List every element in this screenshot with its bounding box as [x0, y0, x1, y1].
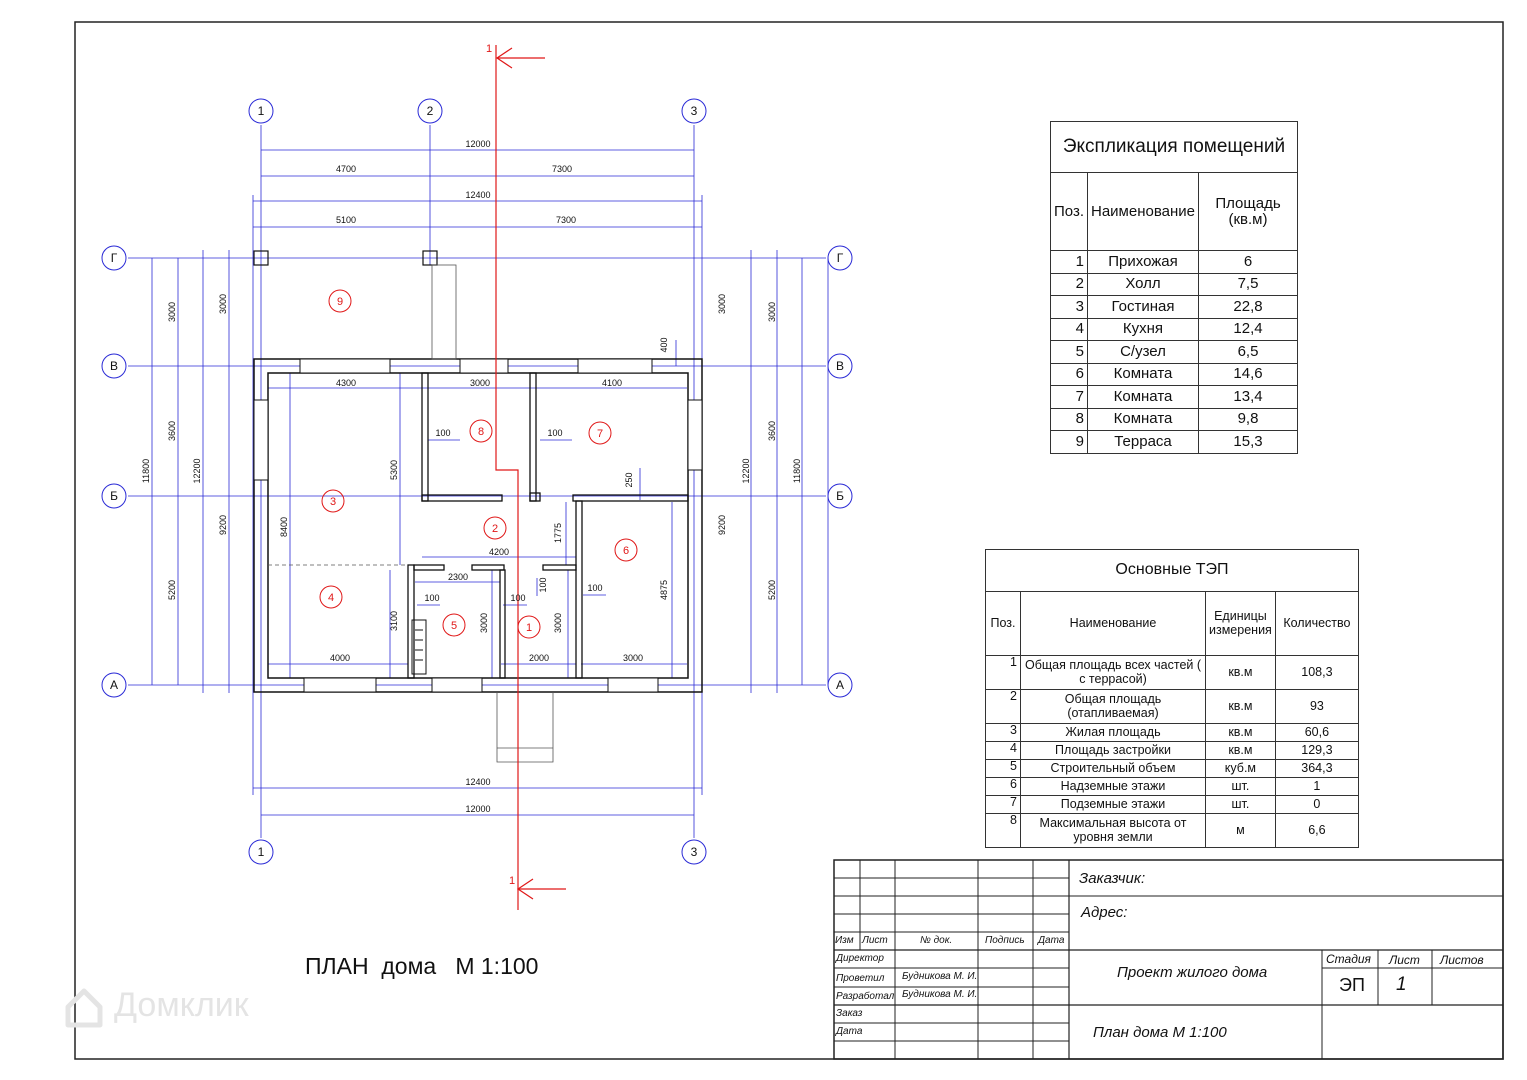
tep-header-qty: Количество — [1275, 592, 1358, 656]
dim-r6-width: 3000 — [622, 653, 644, 663]
explication-row: 6 Комната 14,6 — [1051, 363, 1298, 386]
stamp-sheet-value: 1 — [1396, 974, 1407, 995]
tep-title: Основные ТЭП — [986, 550, 1359, 592]
tep-row: 8 Максимальная высота от уровня земли м 6,6 — [986, 814, 1359, 848]
explication-row: 7 Комната 13,4 — [1051, 386, 1298, 409]
tep-header-name: Наименование — [1021, 592, 1206, 656]
stamp-project: Проект жилого дома — [1117, 964, 1268, 981]
dim-r6-top: 250 — [624, 472, 634, 488]
stamp-col-list: Лист — [862, 935, 888, 946]
dim-top-part-2b: 7300 — [555, 215, 577, 225]
dim-bottom-overall-2: 12000 — [465, 804, 491, 814]
dim-r7-width: 4100 — [601, 378, 623, 388]
tep-table — [985, 549, 1359, 848]
tep-row: 5 Строительный объем куб.м 364,3 — [986, 760, 1359, 778]
house-logo-icon — [62, 985, 106, 1029]
axis-bubbles — [102, 99, 852, 864]
dim-left-part-1: 3000 — [167, 301, 177, 323]
stamp-developed-name: Будникова М. И. — [902, 989, 978, 1000]
dim-top-part-2a: 5100 — [335, 215, 357, 225]
dim-top-part-1b: 7300 — [551, 164, 573, 174]
stamp-director: Директор — [836, 953, 884, 964]
plan-title: ПЛАН дома М 1:100 — [305, 953, 539, 979]
room-label-1: 1 — [525, 622, 533, 634]
explication-row: 4 Кухня 12,4 — [1051, 318, 1298, 341]
tep-header-unit: Единицы измерения — [1206, 592, 1276, 656]
axis-label-g-right: Г — [836, 251, 844, 265]
explication-row: 8 Комната 9,8 — [1051, 408, 1298, 431]
stamp-sheet-title: План дома М 1:100 — [1093, 1024, 1227, 1041]
stamp-col-sign: Подпись — [985, 935, 1025, 946]
tep-row: 6 Надземные этажи шт. 1 — [986, 778, 1359, 796]
stamp-sheets-label: Листов — [1440, 953, 1484, 967]
stamp-checked: Проветил — [836, 973, 885, 984]
dim-left-inner: 12200 — [192, 458, 202, 484]
dim-r4-width: 4000 — [329, 653, 351, 663]
explication-header-name: Наименование — [1088, 173, 1199, 251]
section-mark-bottom: 1 — [509, 875, 516, 887]
axis-label-2-top: 2 — [426, 104, 434, 118]
room-label-4: 4 — [327, 592, 335, 604]
dim-r3-height: 5300 — [389, 459, 399, 481]
stamp-checked-name: Будникова М. И. — [902, 971, 978, 982]
stamp-date: Дата — [836, 1026, 863, 1037]
axis-label-1-bottom: 1 — [257, 845, 265, 859]
room-label-8: 8 — [477, 426, 485, 438]
axis-label-b-right: Б — [836, 489, 844, 503]
dim-bottom-overall-1: 12400 — [465, 777, 491, 787]
title-block — [834, 860, 1503, 1059]
dim-left-part-2a: 3000 — [218, 293, 228, 315]
dim-right-small: 400 — [659, 337, 669, 353]
axis-label-g-left: Г — [110, 251, 118, 265]
explication-table — [1050, 121, 1298, 454]
explication-title: Экспликация помещений — [1051, 122, 1298, 173]
stamp-col-doc: № док. — [920, 935, 953, 946]
tep-row: 1 Общая площадь всех частей ( с террасой) кв.м 108,3 — [986, 656, 1359, 690]
dim-right-part-1: 3000 — [767, 301, 777, 323]
stamp-stage-label: Стадия — [1326, 952, 1371, 966]
stamp-address: Адрес: — [1081, 904, 1128, 921]
dim-r6-height: 4875 — [659, 579, 669, 601]
section-line — [496, 45, 566, 910]
dim-r5-width: 2300 — [447, 572, 469, 582]
axis-label-3-top: 3 — [690, 104, 698, 118]
axis-label-v-left: В — [109, 359, 119, 373]
dim-top-overall-1: 12000 — [465, 139, 491, 149]
dim-right-part-2: 3600 — [767, 420, 777, 442]
dim-right-part-2a: 3000 — [717, 293, 727, 315]
room-label-2: 2 — [491, 523, 499, 535]
tep-row: 2 Общая площадь (отапливаемая) кв.м 93 — [986, 690, 1359, 724]
dim-wall-r1b: 100 — [538, 577, 548, 593]
dim-right-outer: 11800 — [792, 458, 802, 484]
axis-label-b-left: Б — [110, 489, 118, 503]
axis-label-1-top: 1 — [257, 104, 265, 118]
stamp-col-date: Дата — [1038, 935, 1065, 946]
room-label-7: 7 — [596, 428, 604, 440]
explication-header-pos: Поз. — [1051, 173, 1088, 251]
dim-r2-width: 4200 — [488, 547, 510, 557]
dim-wall-r1: 100 — [510, 593, 526, 603]
dim-right-part-2b: 9200 — [717, 514, 727, 536]
dim-left-part-2b: 9200 — [218, 514, 228, 536]
stamp-order: Заказ — [836, 1008, 863, 1019]
explication-row: 5 С/узел 6,5 — [1051, 341, 1298, 364]
tep-row: 4 Площадь застройки кв.м 129,3 — [986, 742, 1359, 760]
axis-label-a-left: А — [109, 678, 119, 692]
axis-label-v-right: В — [835, 359, 845, 373]
explication-header-area: Площадь (кв.м) — [1198, 173, 1297, 251]
walls — [254, 251, 702, 762]
dim-r5-height: 3000 — [479, 612, 489, 634]
dim-top-overall-2: 12400 — [465, 190, 491, 200]
dim-wall-r7: 100 — [547, 428, 563, 438]
stamp-col-izm: Изм — [835, 935, 854, 946]
room-label-6: 6 — [622, 545, 630, 557]
dim-r3-width: 4300 — [335, 378, 357, 388]
tep-header-pos: Поз. — [986, 592, 1021, 656]
dim-r1-height: 3000 — [553, 612, 563, 634]
dim-top-part-1a: 4700 — [335, 164, 357, 174]
dim-r4-height: 3100 — [389, 610, 399, 632]
explication-row: 1 Прихожая 6 — [1051, 251, 1298, 274]
room-label-9: 9 — [336, 296, 344, 308]
dim-r34-height: 8400 — [279, 516, 289, 538]
stamp-customer: Заказчик: — [1079, 870, 1146, 887]
dim-r1-width: 2000 — [528, 653, 550, 663]
axis-grid — [128, 125, 826, 838]
section-mark-top: 1 — [486, 43, 493, 55]
dim-wall-r8: 100 — [435, 428, 451, 438]
room-label-3: 3 — [329, 496, 337, 508]
room-label-5: 5 — [450, 620, 458, 632]
axis-label-3-bottom: 3 — [690, 845, 698, 859]
axis-label-a-right: А — [835, 678, 845, 692]
stamp-stage-value: ЭП — [1339, 975, 1365, 995]
dim-right-inner: 12200 — [741, 458, 751, 484]
explication-row: 3 Гостиная 22,8 — [1051, 296, 1298, 319]
explication-row: 2 Холл 7,5 — [1051, 273, 1298, 296]
dim-left-outer: 11800 — [141, 458, 151, 484]
dim-left-part-3: 5200 — [167, 579, 177, 601]
watermark-text: Домклик — [114, 985, 249, 1024]
dim-wall-r5: 100 — [424, 593, 440, 603]
dim-r8-width: 3000 — [469, 378, 491, 388]
explication-row: 9 Терраса 15,3 — [1051, 431, 1298, 454]
dim-right-part-3: 5200 — [767, 579, 777, 601]
dim-wall-r6: 100 — [587, 583, 603, 593]
dim-r2-height: 1775 — [553, 522, 563, 544]
dim-left-part-2: 3600 — [167, 420, 177, 442]
tep-row: 7 Подземные этажи шт. 0 — [986, 796, 1359, 814]
watermark — [62, 985, 249, 1029]
stamp-developed: Разработал — [836, 991, 895, 1002]
stamp-sheet-label: Лист — [1389, 953, 1420, 967]
tep-row: 3 Жилая площадь кв.м 60,6 — [986, 724, 1359, 742]
